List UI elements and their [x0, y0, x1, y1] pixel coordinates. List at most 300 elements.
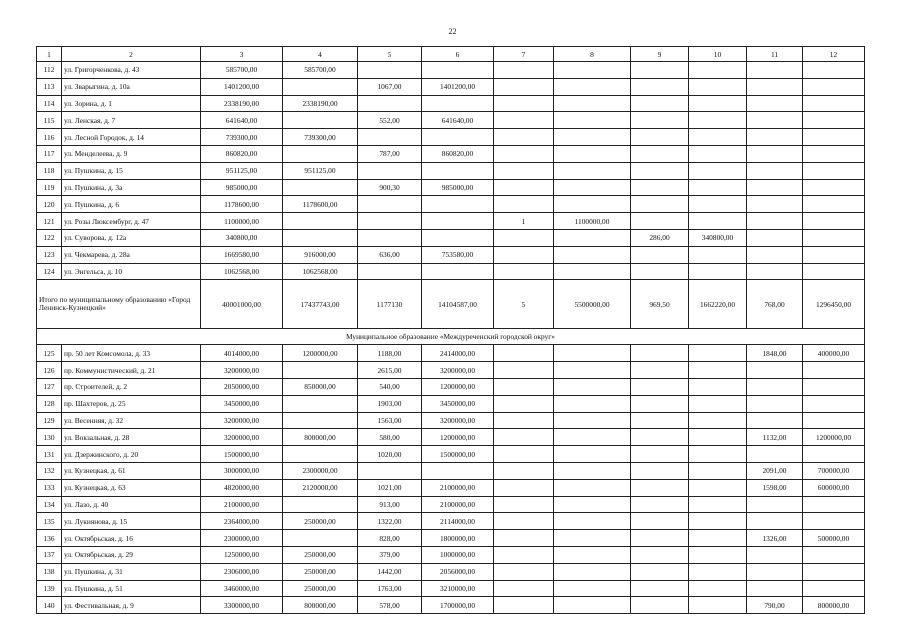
table-row: [37, 513, 865, 530]
value-cell: [494, 246, 554, 263]
value-cell: [422, 462, 494, 479]
value-cell: 2114000,00: [422, 513, 494, 530]
table-row: [37, 196, 865, 213]
value-cell: [554, 395, 631, 412]
value-cell: [689, 345, 747, 362]
value-cell: 3200000,00: [422, 362, 494, 379]
total-label: Итого по муниципальному образованию «Город Ленинск-Кузнецкий»: [37, 280, 201, 329]
value-cell: [494, 496, 554, 513]
value-cell: 2300000,00: [283, 462, 358, 479]
value-cell: [494, 462, 554, 479]
address-cell: пр. Шахтеров, д. 25: [62, 395, 201, 412]
table-row: [37, 496, 865, 513]
value-cell: [283, 78, 358, 95]
value-cell: 2306000,00: [201, 563, 283, 580]
row-number: 140: [37, 597, 62, 614]
value-cell: 1250000,00: [201, 546, 283, 563]
value-cell: [803, 362, 865, 379]
value-cell: [358, 95, 422, 112]
value-cell: [747, 229, 803, 246]
table-row: [37, 129, 865, 146]
address-cell: ул. Вокзальная, д. 28: [62, 429, 201, 446]
value-cell: [631, 597, 689, 614]
value-cell: 1132,00: [747, 429, 803, 446]
value-cell: [631, 263, 689, 280]
row-number: 135: [37, 513, 62, 530]
value-cell: [494, 95, 554, 112]
table-row: [37, 263, 865, 280]
value-cell: [283, 145, 358, 162]
value-cell: 636,00: [358, 246, 422, 263]
value-cell: [689, 62, 747, 79]
value-cell: 250000,00: [283, 580, 358, 597]
value-cell: [747, 213, 803, 230]
value-cell: [747, 395, 803, 412]
row-number: 127: [37, 378, 62, 395]
value-cell: 916000,00: [283, 246, 358, 263]
value-cell: 2100000,00: [201, 496, 283, 513]
value-cell: [803, 263, 865, 280]
section-title: Муниципальное образование «Междуреченский городской округ»: [37, 329, 865, 345]
value-cell: [747, 513, 803, 530]
value-cell: [554, 162, 631, 179]
column-header: 2: [62, 47, 201, 62]
value-cell: [689, 112, 747, 129]
value-cell: 1598,00: [747, 479, 803, 496]
value-cell: 2100000,00: [422, 479, 494, 496]
value-cell: [803, 78, 865, 95]
value-cell: 787,00: [358, 145, 422, 162]
row-number: 124: [37, 263, 62, 280]
value-cell: [422, 95, 494, 112]
address-cell: ул. Дзержинского, д. 20: [62, 446, 201, 463]
row-number: 123: [37, 246, 62, 263]
value-cell: 985000,00: [201, 179, 283, 196]
value-cell: 1062568,00: [283, 263, 358, 280]
value-cell: 1200000,00: [422, 429, 494, 446]
total-cell: 1662220,00: [689, 280, 747, 329]
row-number: 122: [37, 229, 62, 246]
value-cell: 1100000,00: [554, 213, 631, 230]
value-cell: [803, 446, 865, 463]
value-cell: [689, 78, 747, 95]
column-header: 6: [422, 47, 494, 62]
value-cell: [494, 412, 554, 429]
row-number: 139: [37, 580, 62, 597]
value-cell: 790,00: [747, 597, 803, 614]
value-cell: 1401200,00: [422, 78, 494, 95]
value-cell: [689, 462, 747, 479]
value-cell: 1401200,00: [201, 78, 283, 95]
value-cell: [494, 446, 554, 463]
address-cell: ул. Пушкина, д. 15: [62, 162, 201, 179]
value-cell: [747, 563, 803, 580]
value-cell: 900,30: [358, 179, 422, 196]
value-cell: [803, 129, 865, 146]
value-cell: 580,00: [358, 429, 422, 446]
value-cell: 800000,00: [283, 597, 358, 614]
value-cell: 1848,00: [747, 345, 803, 362]
value-cell: [803, 496, 865, 513]
value-cell: 828,00: [358, 530, 422, 547]
value-cell: [358, 129, 422, 146]
table-row: [37, 429, 865, 446]
value-cell: 2615,00: [358, 362, 422, 379]
value-cell: [631, 95, 689, 112]
value-cell: [689, 597, 747, 614]
value-cell: [631, 196, 689, 213]
value-cell: 3000000,00: [201, 462, 283, 479]
value-cell: [554, 145, 631, 162]
value-cell: 250000,00: [283, 546, 358, 563]
value-cell: [747, 145, 803, 162]
value-cell: [494, 513, 554, 530]
value-cell: [494, 345, 554, 362]
value-cell: [554, 496, 631, 513]
value-cell: [747, 412, 803, 429]
value-cell: 2120000,00: [283, 479, 358, 496]
value-cell: 641640,00: [422, 112, 494, 129]
address-cell: ул. Октябрьская, д. 29: [62, 546, 201, 563]
rows-mezhdurechensky: [37, 345, 865, 614]
value-cell: 585700,00: [201, 62, 283, 79]
value-cell: [689, 429, 747, 446]
value-cell: 1067,00: [358, 78, 422, 95]
address-cell: ул. Менделеева, д. 9: [62, 145, 201, 162]
value-cell: 800000,00: [283, 429, 358, 446]
value-cell: [803, 229, 865, 246]
value-cell: 1178600,00: [283, 196, 358, 213]
address-cell: ул. Суворова, д. 12а: [62, 229, 201, 246]
value-cell: [554, 563, 631, 580]
row-number: 133: [37, 479, 62, 496]
value-cell: [803, 412, 865, 429]
value-cell: 1188,00: [358, 345, 422, 362]
value-cell: [494, 263, 554, 280]
column-header: 4: [283, 47, 358, 62]
value-cell: 1800000,00: [422, 530, 494, 547]
value-cell: [422, 229, 494, 246]
value-cell: [803, 112, 865, 129]
value-cell: 1500000,00: [422, 446, 494, 463]
address-cell: ул. Зварыгина, д. 10а: [62, 78, 201, 95]
value-cell: 4820000,00: [201, 479, 283, 496]
value-cell: [689, 479, 747, 496]
value-cell: 1322,00: [358, 513, 422, 530]
column-header: 8: [554, 47, 631, 62]
address-cell: ул. Кузнецкая, д. 63: [62, 479, 201, 496]
value-cell: 2050000,00: [201, 378, 283, 395]
value-cell: 739300,00: [283, 129, 358, 146]
value-cell: [422, 129, 494, 146]
address-cell: ул. Лукиянова, д. 15: [62, 513, 201, 530]
value-cell: 3210000,00: [422, 580, 494, 597]
row-number: 114: [37, 95, 62, 112]
rows-lenin-kuznetsky: [37, 62, 865, 280]
value-cell: 860820,00: [422, 145, 494, 162]
value-cell: [283, 530, 358, 547]
value-cell: 753580,00: [422, 246, 494, 263]
row-number: 115: [37, 112, 62, 129]
value-cell: [689, 213, 747, 230]
value-cell: [422, 196, 494, 213]
value-cell: [803, 179, 865, 196]
value-cell: 1000000,00: [422, 546, 494, 563]
value-cell: [747, 263, 803, 280]
value-cell: [554, 546, 631, 563]
value-cell: [554, 479, 631, 496]
address-cell: пр. 50 лет Комсомола, д. 33: [62, 345, 201, 362]
row-number: 137: [37, 546, 62, 563]
row-number: 131: [37, 446, 62, 463]
column-header: 10: [689, 47, 747, 62]
table-row: [37, 546, 865, 563]
address-cell: ул. Октябрьская, д. 16: [62, 530, 201, 547]
column-header: 11: [747, 47, 803, 62]
address-cell: ул. Зорина, д. 1: [62, 95, 201, 112]
value-cell: [631, 563, 689, 580]
address-cell: ул. Лесной Городок, д. 14: [62, 129, 201, 146]
table-row: [37, 462, 865, 479]
value-cell: 3460000,00: [201, 580, 283, 597]
value-cell: [422, 162, 494, 179]
row-number: 129: [37, 412, 62, 429]
value-cell: 1326,00: [747, 530, 803, 547]
value-cell: [554, 462, 631, 479]
value-cell: [554, 95, 631, 112]
value-cell: 1200000,00: [422, 378, 494, 395]
value-cell: [494, 530, 554, 547]
value-cell: [494, 78, 554, 95]
data-table: [36, 46, 865, 614]
value-cell: [358, 62, 422, 79]
value-cell: [747, 129, 803, 146]
value-cell: [689, 496, 747, 513]
value-cell: [494, 112, 554, 129]
table-row: [37, 530, 865, 547]
value-cell: [803, 62, 865, 79]
row-number: 126: [37, 362, 62, 379]
value-cell: [631, 345, 689, 362]
value-cell: 4014000,00: [201, 345, 283, 362]
value-cell: 2338190,00: [201, 95, 283, 112]
value-cell: [422, 213, 494, 230]
table-row: [37, 162, 865, 179]
value-cell: [747, 196, 803, 213]
value-cell: 850000,00: [283, 378, 358, 395]
value-cell: [631, 78, 689, 95]
value-cell: [494, 162, 554, 179]
value-cell: [554, 429, 631, 446]
column-header: 12: [803, 47, 865, 62]
value-cell: [631, 580, 689, 597]
value-cell: 860820,00: [201, 145, 283, 162]
row-number: 119: [37, 179, 62, 196]
value-cell: [631, 213, 689, 230]
table-row: [37, 580, 865, 597]
value-cell: 400000,00: [803, 345, 865, 362]
value-cell: [422, 263, 494, 280]
value-cell: 340800,00: [689, 229, 747, 246]
row-number: 128: [37, 395, 62, 412]
value-cell: [358, 213, 422, 230]
value-cell: [554, 446, 631, 463]
total-cell: 969,50: [631, 280, 689, 329]
total-cell: 5: [494, 280, 554, 329]
table-row: [37, 213, 865, 230]
value-cell: [747, 546, 803, 563]
value-cell: [554, 129, 631, 146]
value-cell: [747, 78, 803, 95]
value-cell: [689, 378, 747, 395]
address-cell: ул. Энгельса, д. 10: [62, 263, 201, 280]
value-cell: 3200000,00: [422, 412, 494, 429]
value-cell: [283, 179, 358, 196]
value-cell: 1903,00: [358, 395, 422, 412]
value-cell: 2300000,00: [201, 530, 283, 547]
value-cell: [803, 513, 865, 530]
value-cell: [689, 145, 747, 162]
value-cell: [803, 563, 865, 580]
value-cell: [494, 546, 554, 563]
value-cell: [422, 62, 494, 79]
value-cell: [689, 196, 747, 213]
value-cell: [494, 395, 554, 412]
value-cell: 3450000,00: [201, 395, 283, 412]
value-cell: [494, 429, 554, 446]
value-cell: [494, 179, 554, 196]
value-cell: [747, 580, 803, 597]
value-cell: [631, 246, 689, 263]
value-cell: 250000,00: [283, 563, 358, 580]
value-cell: [689, 162, 747, 179]
value-cell: [747, 246, 803, 263]
value-cell: 1021,00: [358, 479, 422, 496]
value-cell: 800000,00: [803, 597, 865, 614]
table-row: [37, 95, 865, 112]
value-cell: [358, 462, 422, 479]
address-cell: ул. Кузнецкая, д. 61: [62, 462, 201, 479]
row-number: 117: [37, 145, 62, 162]
table-row: [37, 395, 865, 412]
address-cell: ул. Пушкина, д. 31: [62, 563, 201, 580]
value-cell: [494, 229, 554, 246]
value-cell: [747, 162, 803, 179]
table-row: [37, 412, 865, 429]
value-cell: 3200000,00: [201, 362, 283, 379]
value-cell: [358, 162, 422, 179]
table-row: [37, 362, 865, 379]
value-cell: [689, 395, 747, 412]
value-cell: 3200000,00: [201, 412, 283, 429]
value-cell: [803, 580, 865, 597]
value-cell: [494, 597, 554, 614]
value-cell: 1669580,00: [201, 246, 283, 263]
column-header: 3: [201, 47, 283, 62]
value-cell: [283, 362, 358, 379]
address-cell: ул. Пушкина, д. 3а: [62, 179, 201, 196]
column-header: 5: [358, 47, 422, 62]
value-cell: [494, 145, 554, 162]
value-cell: [554, 62, 631, 79]
value-cell: [494, 362, 554, 379]
value-cell: [494, 563, 554, 580]
value-cell: [689, 362, 747, 379]
total-cell: 5500000,00: [554, 280, 631, 329]
address-cell: ул. Григорченкова, д. 43: [62, 62, 201, 79]
value-cell: 2056000,00: [422, 563, 494, 580]
value-cell: [631, 395, 689, 412]
value-cell: [358, 229, 422, 246]
section-header-row: [37, 329, 865, 345]
table-row: [37, 246, 865, 263]
value-cell: [689, 580, 747, 597]
row-number: 112: [37, 62, 62, 79]
value-cell: 985000,00: [422, 179, 494, 196]
value-cell: [631, 145, 689, 162]
address-cell: ул. Лазо, д. 40: [62, 496, 201, 513]
value-cell: 286,00: [631, 229, 689, 246]
value-cell: [494, 479, 554, 496]
value-cell: 2338190,00: [283, 95, 358, 112]
address-cell: ул. Розы Люксембург, д. 47: [62, 213, 201, 230]
value-cell: [747, 378, 803, 395]
value-cell: [283, 412, 358, 429]
total-cell: 1177130: [358, 280, 422, 329]
value-cell: [283, 496, 358, 513]
total-cell: 14104587,00: [422, 280, 494, 329]
row-number: 121: [37, 213, 62, 230]
value-cell: [358, 196, 422, 213]
value-cell: 1763,00: [358, 580, 422, 597]
value-cell: [803, 546, 865, 563]
value-cell: 1062568,00: [201, 263, 283, 280]
value-cell: 1500000,00: [201, 446, 283, 463]
value-cell: [554, 345, 631, 362]
value-cell: [689, 412, 747, 429]
value-cell: [494, 378, 554, 395]
value-cell: 3200000,00: [201, 429, 283, 446]
value-cell: [689, 513, 747, 530]
value-cell: 1700000,00: [422, 597, 494, 614]
value-cell: 1442,00: [358, 563, 422, 580]
value-cell: [689, 563, 747, 580]
value-cell: 1020,00: [358, 446, 422, 463]
value-cell: [803, 246, 865, 263]
value-cell: [747, 362, 803, 379]
value-cell: [747, 446, 803, 463]
value-cell: [554, 362, 631, 379]
row-number: 130: [37, 429, 62, 446]
value-cell: 951125,00: [283, 162, 358, 179]
address-cell: ул. Весенняя, д. 32: [62, 412, 201, 429]
value-cell: [631, 429, 689, 446]
value-cell: [283, 395, 358, 412]
value-cell: [554, 112, 631, 129]
value-cell: [554, 78, 631, 95]
address-cell: ул. Фестивальная, д. 9: [62, 597, 201, 614]
value-cell: [631, 412, 689, 429]
address-cell: пр. Строителей, д. 2: [62, 378, 201, 395]
value-cell: [803, 196, 865, 213]
value-cell: [554, 378, 631, 395]
table-row: [37, 229, 865, 246]
value-cell: [803, 162, 865, 179]
value-cell: 641640,00: [201, 112, 283, 129]
value-cell: [689, 546, 747, 563]
value-cell: [631, 530, 689, 547]
value-cell: 500000,00: [803, 530, 865, 547]
